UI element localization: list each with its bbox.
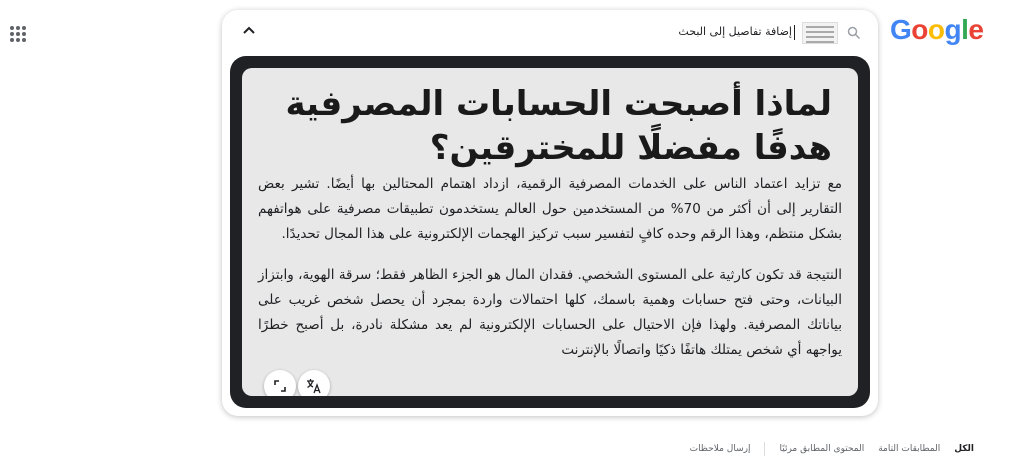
image-thumbnail[interactable] [802, 22, 838, 44]
search-result-card [222, 10, 878, 416]
expand-icon [273, 379, 287, 393]
tab-all[interactable]: الكل [954, 444, 974, 454]
article-headline: لماذا أصبحت الحسابات المصرفية هدفًا مفضلًا للمخترقين؟ [285, 84, 832, 168]
tab-exact-matches[interactable]: المطابقات التامة [878, 444, 941, 454]
tab-visual-matches[interactable]: المحتوى المطابق مرئيًا [779, 444, 865, 454]
translate-icon [306, 378, 322, 394]
send-feedback-link[interactable]: إرسال ملاحظات [689, 444, 751, 454]
document-image [242, 68, 858, 396]
article-content [258, 82, 842, 363]
translate-button[interactable] [298, 370, 330, 396]
search-bar [222, 10, 878, 54]
result-filter-tabs [690, 442, 974, 456]
article-paragraph: النتيجة قد تكون كارثية على المستوى الشخصي. فقدان المال هو الجزء الظاهر فقط؛ سرقة الهوية، وابتزاز البيانات، وحتى فتح حسابات وهمية باسمك، كلها احتمالات واردة بمجرد أن يحصل شخص غريب على بياناتك المصرفية. ولهذا فإن الاحتيال على الحسابات الإلكترونية لم يعد مشكلة نادرة، بل أصبح خطرًا يواجهه أي شخص يمتلك هاتفًا ذكيًا واتصالًا بالإنترنت [258, 267, 842, 358]
apps-grid-icon[interactable] [10, 26, 26, 42]
google-logo[interactable]: Google [890, 14, 984, 45]
article-paragraph: مع تزايد اعتماد الناس على الخدمات المصرفية الرقمية، ازداد اهتمام المحتالين بها أيضًا. تشير بعض التقارير إلى أن أكثر من 70% من المستخدمين حول العالم يستخدمون تطبيقات مصرفية على هواتفهم بشكل منتظم، وهذا الرقم وحده كافٍ لتفسير سبب تركيز الهجمات الإلكترونية على هذا المجال تحديدًا. [258, 176, 842, 242]
search-icon[interactable] [847, 26, 861, 40]
search-query-input[interactable]: إضافة تفاصيل إلى البحث [678, 25, 792, 38]
divider [764, 442, 765, 456]
expand-button[interactable] [264, 370, 296, 396]
chevron-up-icon[interactable] [240, 22, 258, 40]
image-preview-frame [230, 56, 870, 408]
